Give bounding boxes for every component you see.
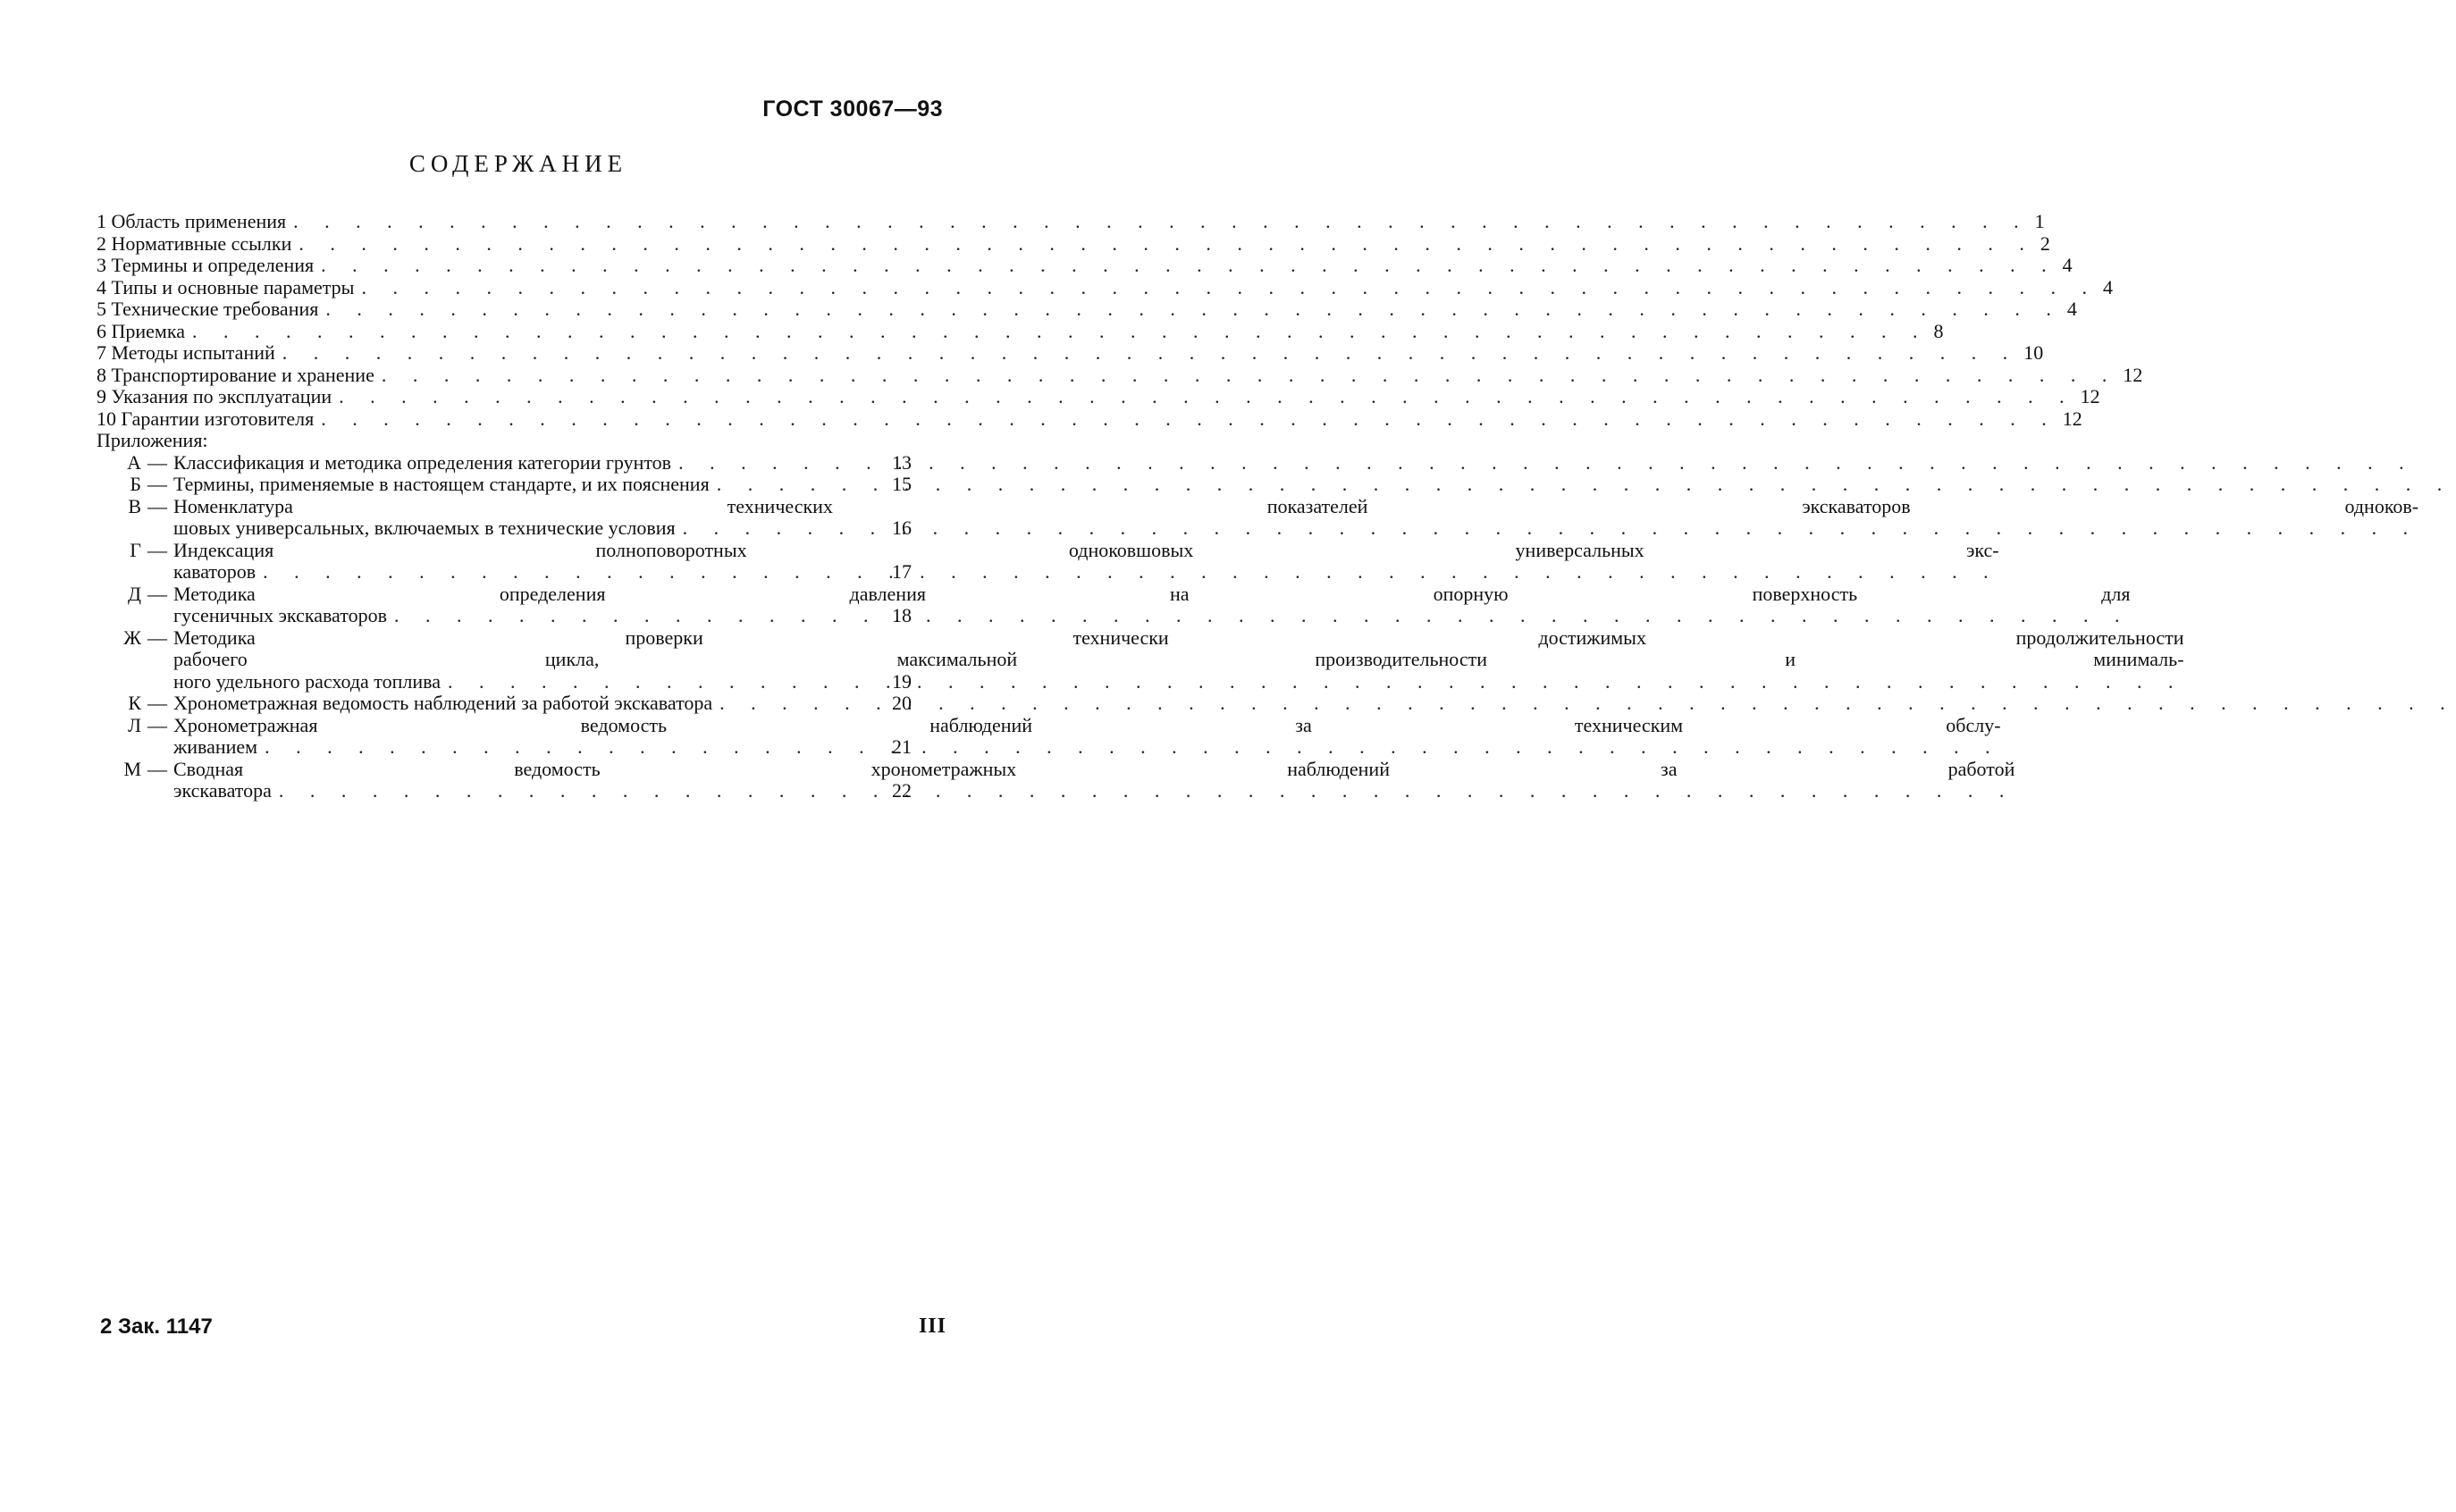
dot-leader: [282, 342, 2019, 365]
toc-item-label: 2 Нормативные ссылки: [97, 231, 292, 255]
appendix-page: 19: [892, 669, 912, 693]
appendix-title: [173, 540, 1999, 584]
toc-item-label: 9 Указания по эксплуатации: [97, 385, 332, 407]
toc-sections: [97, 210, 2143, 430]
appendix-title-line: Методика определения давления на опорную поверхность для: [173, 582, 2131, 605]
toc-item[interactable]: [97, 210, 2045, 233]
em-dash: —: [147, 494, 167, 517]
appendix-title-line: Классификация и методика определения категории грунтов: [173, 450, 672, 474]
appendix-page: 13: [892, 450, 912, 474]
appendix-page: 20: [892, 692, 912, 714]
toc-item-page: 8: [1933, 319, 1944, 342]
appendix-letter: А: [127, 450, 141, 474]
toc-appendices: [97, 450, 2419, 802]
toc-item-page: 2: [2040, 231, 2050, 255]
appendix-page: 18: [892, 604, 912, 626]
dot-leader: [321, 408, 2057, 431]
dot-leader: [192, 321, 1929, 343]
toc-item-page: 4: [2066, 298, 2077, 320]
appendix-title-line: Методика проверки технически достижимых продолжительности: [173, 626, 2184, 649]
appendix-title-line: рабочего цикла, максимальной производительности и минималь-: [173, 648, 2184, 670]
em-dash: —: [147, 692, 167, 714]
em-dash: —: [147, 538, 167, 561]
appendix-page: 22: [892, 779, 912, 802]
appendix-page: 17: [892, 560, 912, 583]
appendix-letter: М: [123, 757, 141, 780]
toc-item-page: 4: [2102, 275, 2113, 298]
em-dash: —: [147, 757, 167, 780]
appendix-letter: В: [128, 494, 141, 517]
appendix-title: [173, 759, 2014, 802]
appendix-item[interactable]: [97, 713, 2001, 759]
appendix-title-line: живанием: [173, 735, 258, 758]
dot-leader: [678, 452, 2415, 475]
dot-leader: [325, 298, 2062, 321]
toc-item-page: 12: [2080, 385, 2100, 407]
appendix-item[interactable]: [97, 494, 2419, 540]
appendix-item[interactable]: [97, 452, 928, 475]
appendix-title: [173, 496, 2418, 540]
dot-leader: [448, 671, 2184, 693]
toc-item[interactable]: [97, 231, 2050, 256]
dot-leader: [299, 233, 2035, 256]
toc-item-label: 6 Приемка: [97, 319, 185, 342]
appendix-letter: Д: [127, 582, 141, 605]
em-dash: —: [147, 713, 167, 736]
dot-leader: [394, 605, 2131, 627]
toc-item-label: 4 Типы и основные параметры: [97, 275, 355, 298]
appendix-title-line: Номенклатура технических показателей экскаваторов одноков-: [173, 494, 2419, 517]
toc-item-label: 3 Термины и определения: [97, 254, 315, 276]
toc-item-page: 12: [2123, 363, 2143, 386]
appendix-letter: Б: [130, 473, 141, 495]
dot-leader: [361, 277, 2098, 299]
table-of-contents: [97, 210, 2419, 802]
appendix-page: 15: [892, 473, 912, 495]
toc-item[interactable]: [97, 254, 2073, 277]
toc-item-page: 10: [2023, 341, 2044, 364]
toc-item-page: 4: [2062, 254, 2073, 276]
toc-item[interactable]: [97, 363, 2143, 387]
em-dash: —: [147, 450, 167, 474]
dot-leader: [279, 780, 2015, 802]
appendix-title-line: Сводная ведомость хронометражных наблюдений за работой: [173, 757, 2015, 780]
dot-leader: [265, 736, 2001, 759]
appendix-title-line: Хронометражная ведомость наблюдений за работой экскаватора: [173, 692, 713, 714]
toc-item-page: 1: [2034, 210, 2045, 232]
toc-item-label: 1 Область применения: [97, 210, 287, 232]
toc-item[interactable]: [97, 298, 2077, 321]
toc-item-label: 7 Методы испытаний: [97, 341, 275, 364]
appendix-title: [173, 474, 2452, 496]
em-dash: —: [147, 473, 167, 495]
toc-item[interactable]: [97, 275, 2113, 299]
appendix-item[interactable]: [97, 538, 1999, 584]
appendix-letter: Ж: [123, 626, 141, 649]
dot-leader: [719, 693, 2456, 715]
toc-item[interactable]: [97, 385, 2100, 408]
appendix-letter: К: [128, 692, 141, 714]
appendix-item[interactable]: [97, 757, 2015, 802]
dot-leader: [321, 255, 2057, 277]
appendix-title: [173, 627, 2184, 693]
dot-leader: [293, 211, 2030, 233]
dot-leader: [683, 517, 2419, 540]
appendix-title: [173, 452, 2415, 475]
appendix-title-line: Хронометражная ведомость наблюдений за техническим обслу-: [173, 713, 2001, 736]
toc-item[interactable]: [97, 407, 2082, 431]
appendix-item[interactable]: [97, 693, 928, 715]
dot-leader: [382, 365, 2118, 387]
appendix-letter: Г: [130, 538, 141, 561]
appendix-title: [173, 693, 2456, 715]
appendix-title-line: каваторов: [173, 560, 257, 583]
toc-item-page: 12: [2062, 407, 2082, 430]
appendix-heading: Приложения:: [97, 429, 208, 451]
appendix-page: 21: [892, 735, 912, 758]
appendix-title-line: Термины, применяемые в настоящем стандарте, и их пояснения: [173, 473, 710, 495]
toc-item-label: 10 Гарантии изготовителя: [97, 407, 315, 430]
toc-item-label: 8 Транспортирование и хранение: [97, 363, 374, 386]
dot-leader: [263, 561, 1999, 584]
toc-item[interactable]: [97, 341, 2044, 365]
appendix-item[interactable]: [97, 626, 2184, 693]
appendix-item[interactable]: [97, 582, 2131, 627]
footer-page-number: III: [918, 1315, 946, 1338]
appendix-page: 16: [892, 517, 912, 539]
dot-leader: [339, 386, 2075, 408]
appendix-title-line: шовых универсальных, включаемых в технические условия: [173, 517, 676, 539]
appendix-item[interactable]: [97, 474, 928, 496]
em-dash: —: [147, 626, 167, 649]
appendix-title: [173, 715, 2001, 759]
dot-leader: [717, 474, 2453, 496]
appendix-letter: Л: [128, 713, 141, 736]
toc-title: СОДЕРЖАНИЕ: [408, 150, 628, 177]
appendix-title-line: Индексация полноповоротных одноковшовых универсальных экс-: [173, 538, 1999, 561]
appendix-title-line: ного удельного расхода топлива: [173, 669, 442, 693]
em-dash: —: [147, 582, 167, 605]
document-code: ГОСТ 30067—93: [762, 97, 943, 122]
appendix-title-line: гусеничных экскаваторов: [173, 604, 387, 626]
appendix-title: [173, 584, 2130, 627]
toc-item[interactable]: [97, 319, 1944, 343]
footer-order-number: 2 Зак. 1147: [100, 1315, 213, 1339]
appendix-title-line: экскаватора: [173, 779, 272, 802]
toc-item-label: 5 Технические требования: [97, 298, 319, 320]
